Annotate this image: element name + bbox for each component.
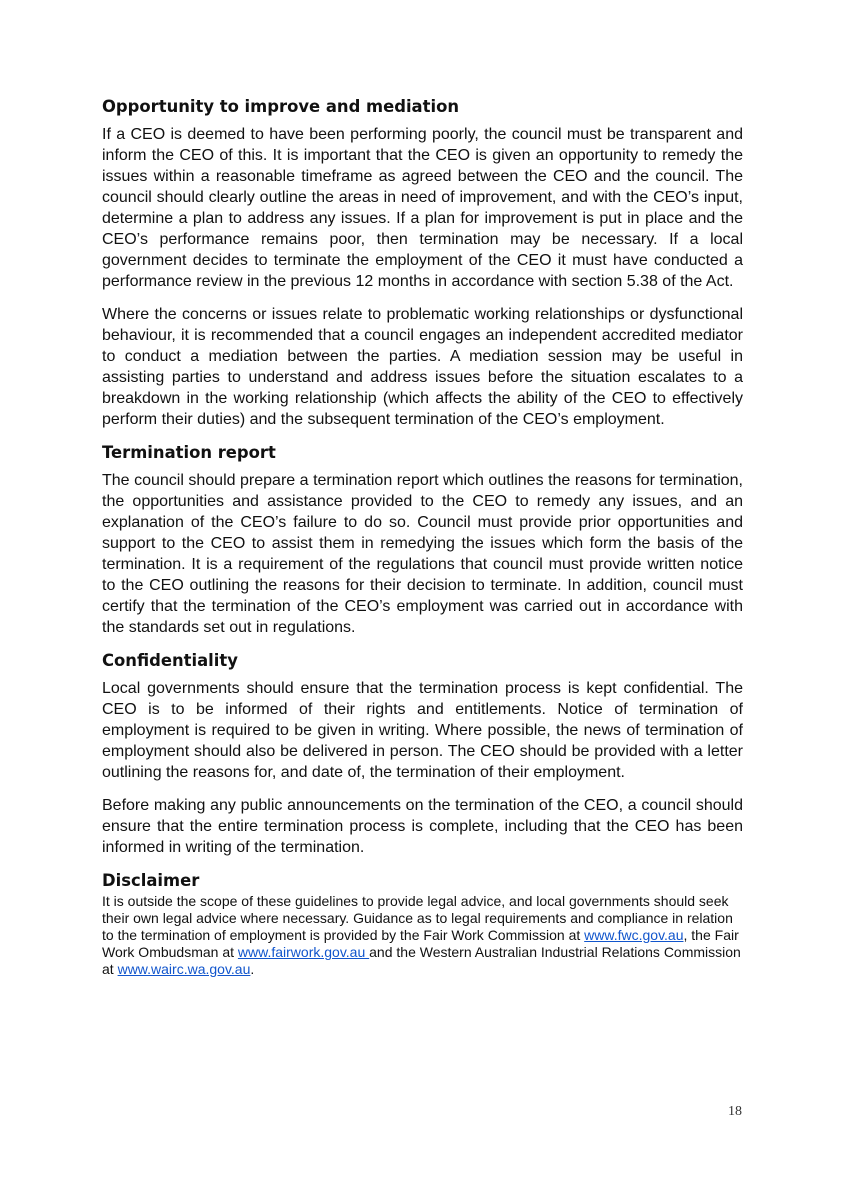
paragraph: If a CEO is deemed to have been performing poorly, the council must be transparent and inform the CEO of this. It is important that the CEO is given an opportunity to remedy the issues within a reasonable timeframe as agreed between the CEO and the council. The council should clearly outline the areas in need of improvement, and with the CEO’s input, determine a plan to address any issues. If a plan for improvement is put in place and the CEO’s performance remains poor, then termination may be necessary. If a local government decides to terminate the employment of the CEO it must have conducted a performance review in the previous 12 months in accordance with section 5.38 of the Act.	[102, 126, 743, 290]
paragraph: The council should prepare a termination report which outlines the reasons for termination, the opportunities and assistance provided to the CEO to remedy any issues, and an explanation of the CEO’s failure to do so. Council must provide prior opportunities and support to the CEO to assist them in remedying the issues which form the basis of the termination. It is a requirement of the regulations that council must provide written notice to the CEO outlining the reasons for their decision to terminate. In addition, council must certify that the termination of the CEO’s employment was carried out in accordance with the standards set out in regulations.	[102, 472, 743, 636]
link-wairc[interactable]: www.wairc.wa.gov.au	[117, 961, 251, 977]
disclaimer-text-part: and the Western Australian Industrial Relations Commission at	[102, 944, 741, 977]
document-page	[102, 96, 743, 978]
section-heading: Termination report	[102, 443, 276, 462]
paragraph: Before making any public announcements on the termination of the CEO, a council should ensure that the entire termination process is complete, including that the CEO has been informed in writing of the termination.	[102, 797, 743, 856]
paragraph: Local governments should ensure that the termination process is kept confidential. The CEO is to be informed of their rights and entitlements. Notice of termination of employment is required to be given in writing. Where possible, the news of termination of employment should also be delivered in person. The CEO should be provided with a letter outlining the reasons for, and date of, the termination of their employment.	[102, 680, 743, 781]
disclaimer-heading: Disclaimer	[102, 871, 200, 890]
disclaimer-text-part: It is outside the scope of these guidelines to provide legal advice, and local governments should seek their own legal advice where necessary. Guidance as to legal requirements and compliance in relation to the termination of employment is provided by the Fair Work Commission at	[102, 893, 733, 943]
section-heading: Confidentiality	[102, 651, 238, 670]
section-opportunity	[102, 96, 743, 430]
page-number: 18	[728, 1104, 742, 1119]
paragraph: Where the concerns or issues relate to problematic working relationships or dysfunctional behaviour, it is recommended that a council engages an independent accredited mediator to conduct a mediation between the parties. A mediation session may be useful in assisting parties to understand and address issues before the situation escalates to a breakdown in the working relationship (which affects the ability of the CEO to effectively perform their duties) and the subsequent termination of the CEO’s employment.	[102, 306, 743, 428]
disclaimer-text-part: .	[250, 961, 255, 977]
link-fwc[interactable]: www.fwc.gov.au	[584, 927, 684, 943]
disclaimer-text	[102, 893, 743, 978]
section-confidentiality	[102, 650, 743, 858]
disclaimer-text-part: , the Fair Work Ombudsman at	[102, 927, 739, 960]
section-heading: Opportunity to improve and mediation	[102, 97, 460, 116]
section-termination-report	[102, 442, 743, 638]
section-disclaimer	[102, 870, 743, 978]
link-fairwork[interactable]: www.fairwork.gov.au	[237, 944, 370, 960]
